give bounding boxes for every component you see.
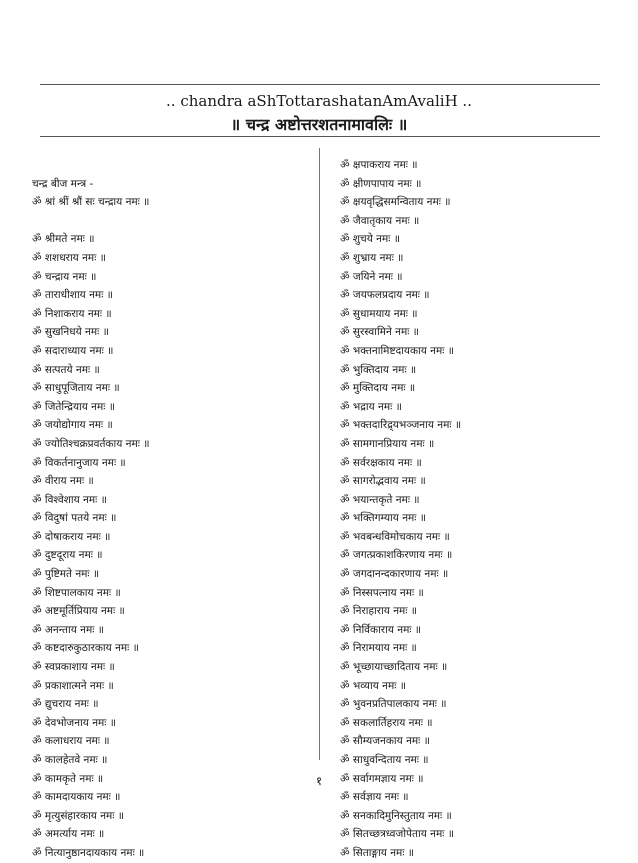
header-rule-bottom — [40, 136, 600, 137]
name-line: ॐ दोषाकराय नमः ॥ — [32, 530, 111, 543]
name-line: ॐ सुधामयाय नमः ॥ — [340, 307, 418, 320]
name-line: ॐ जगदानन्दकारणाय नमः ॥ — [340, 568, 449, 581]
name-line: ॐ जैवातृकाय नमः ॥ — [340, 214, 420, 227]
name-line: ॐ कलाधराय नमः ॥ — [32, 735, 110, 748]
name-line: ॐ देवभोजनाय नमः ॥ — [32, 716, 117, 729]
right-name-list — [340, 156, 610, 863]
name-line: ॐ सुखनिधये नमः ॥ — [32, 326, 109, 339]
name-line: ॐ सागरोद्भवाय नमः ॥ — [340, 475, 426, 488]
name-line: ॐ विकर्तनानुजाय नमः ॥ — [32, 456, 126, 469]
name-line: ॐ सुरस्वामिने नमः ॥ — [340, 326, 419, 339]
left-column — [32, 156, 302, 863]
name-line: ॐ कामदायकाय नमः ॥ — [32, 791, 121, 804]
name-line: ॐ चन्द्राय नमः ॥ — [32, 270, 97, 283]
name-line: ॐ निर्विकाराय नमः ॥ — [340, 623, 422, 636]
name-line: ॐ जयोद्योगाय नमः ॥ — [32, 419, 113, 432]
name-line: ॐ शशधराय नमः ॥ — [32, 251, 106, 264]
name-line: ॐ सकलार्तिहराय नमः ॥ — [340, 716, 433, 729]
name-line: ॐ भव्याय नमः ॥ — [340, 679, 406, 692]
name-line: ॐ अमर्त्याय नमः ॥ — [32, 828, 105, 841]
name-line: ॐ निराहाराय नमः ॥ — [340, 605, 418, 618]
name-line: ॐ शुचये नमः ॥ — [340, 233, 401, 246]
name-line: ॐ भयान्तकृते नमः ॥ — [340, 493, 420, 506]
left-name-list — [32, 230, 302, 862]
name-line: ॐ शिष्टपालकाय नमः ॥ — [32, 586, 121, 599]
name-line: ॐ प्रकाशात्मने नमः ॥ — [32, 679, 114, 692]
name-line: ॐ जयिने नमः ॥ — [340, 270, 403, 283]
title-devanagari: ॥ चन्द्र अष्टोत्तरशतनामावलिः ॥ — [230, 115, 408, 134]
name-line: ॐ सदाराध्याय नमः ॥ — [32, 344, 114, 357]
name-line: ॐ क्षयवृद्धिसमन्विताय नमः ॥ — [340, 196, 451, 209]
beej-mantra: ॐ श्रां श्रीं श्रौं सः चन्द्राय नमः ॥ — [32, 196, 150, 209]
name-line: ॐ सर्वागमज्ञाय नमः ॥ — [340, 772, 424, 785]
name-line: ॐ सनकादिमुनिस्तुताय नमः ॥ — [340, 809, 452, 822]
name-line: ॐ भद्राय नमः ॥ — [340, 400, 402, 413]
name-line: ॐ विदुषां पतये नमः ॥ — [32, 512, 117, 525]
beej-mantra-heading: चन्द्र बीज मन्त्र - — [32, 177, 94, 190]
name-line: ॐ ताराधीशाय नमः ॥ — [32, 289, 113, 302]
name-line: ॐ क्षीणपापाय नमः ॥ — [340, 177, 422, 190]
header-rule-top — [40, 84, 600, 85]
name-line: ॐ सिताङ्गाय नमः ॥ — [340, 846, 415, 859]
name-line: ॐ शुभ्राय नमः ॥ — [340, 251, 404, 264]
name-line: ॐ दुष्टदूराय नमः ॥ — [32, 549, 103, 562]
name-line: ॐ भुवनप्रतिपालकाय नमः ॥ — [340, 698, 447, 711]
name-line: ॐ सौम्यजनकाय नमः ॥ — [340, 735, 430, 748]
right-column — [340, 156, 610, 863]
name-line: ॐ जितेन्द्रियाय नमः ॥ — [32, 400, 116, 413]
name-line: ॐ भक्तिगम्याय नमः ॥ — [340, 512, 427, 525]
name-line: ॐ जगत्प्रकाशकिरणाय नमः ॥ — [340, 549, 453, 562]
name-line: ॐ श्रीमते नमः ॥ — [32, 233, 95, 246]
name-line: ॐ भुक्तिदाय नमः ॥ — [340, 363, 417, 376]
name-line: ॐ निशाकराय नमः ॥ — [32, 307, 112, 320]
name-line: ॐ अनन्ताय नमः ॥ — [32, 623, 104, 636]
name-line: ॐ पुष्टिमते नमः ॥ — [32, 568, 100, 581]
name-line: ॐ ज्योतिश्चक्रप्रवर्तकाय नमः ॥ — [32, 437, 150, 450]
name-line: ॐ मुक्तिदाय नमः ॥ — [340, 382, 416, 395]
name-line: ॐ भवबन्धविमोचकाय नमः ॥ — [340, 530, 450, 543]
name-line: ॐ भूच्छायाच्छादिताय नमः ॥ — [340, 661, 448, 674]
name-line: ॐ सर्वज्ञाय नमः ॥ — [340, 791, 409, 804]
name-line: ॐ सामगानप्रियाय नमः ॥ — [340, 437, 435, 450]
name-line: ॐ साधुपूजिताय नमः ॥ — [32, 382, 120, 395]
name-line: ॐ अष्टमूर्तिप्रियाय नमः ॥ — [32, 605, 125, 618]
name-line: ॐ साधुवन्दिताय नमः ॥ — [340, 754, 429, 766]
name-line: ॐ जयफलप्रदाय नमः ॥ — [340, 289, 430, 302]
name-line: ॐ सत्पतये नमः ॥ — [32, 363, 100, 376]
name-line: ॐ विश्वेशाय नमः ॥ — [32, 493, 107, 506]
name-line: ॐ कामकृते नमः ॥ — [32, 772, 104, 785]
spacer — [32, 156, 302, 175]
name-line: ॐ कष्टदारुकुठारकाय नमः ॥ — [32, 642, 139, 655]
name-line: ॐ भक्तनामिष्टदायकाय नमः ॥ — [340, 344, 455, 357]
column-divider — [319, 148, 320, 760]
name-line: ॐ क्षपाकराय नमः ॥ — [340, 159, 418, 171]
name-line: ॐ सर्वरक्षकाय नमः ॥ — [340, 456, 422, 469]
name-line: ॐ नित्यानुष्ठानदायकाय नमः ॥ — [32, 846, 145, 859]
name-line: ॐ द्युचराय नमः ॥ — [32, 698, 99, 711]
title-transliteration: .. chandra aShTottarashatanAmAvaliH .. — [166, 92, 472, 110]
name-line: ॐ कालहेतवे नमः ॥ — [32, 754, 108, 766]
name-line: ॐ निस्सपत्नाय नमः ॥ — [340, 586, 424, 599]
spacer — [32, 212, 302, 231]
name-line: ॐ निरामयाय नमः ॥ — [340, 642, 417, 655]
name-line: ॐ मृत्युसंहारकाय नमः ॥ — [32, 809, 125, 822]
name-line: ॐ वीराय नमः ॥ — [32, 475, 94, 488]
page-number: १ — [315, 774, 323, 788]
name-line: ॐ स्वप्रकाशाय नमः ॥ — [32, 661, 115, 674]
name-line: ॐ भक्तदारिद्र्यभञ्जनाय नमः ॥ — [340, 419, 462, 432]
name-line: ॐ सितच्छत्रध्वजोपेताय नमः ॥ — [340, 828, 454, 841]
